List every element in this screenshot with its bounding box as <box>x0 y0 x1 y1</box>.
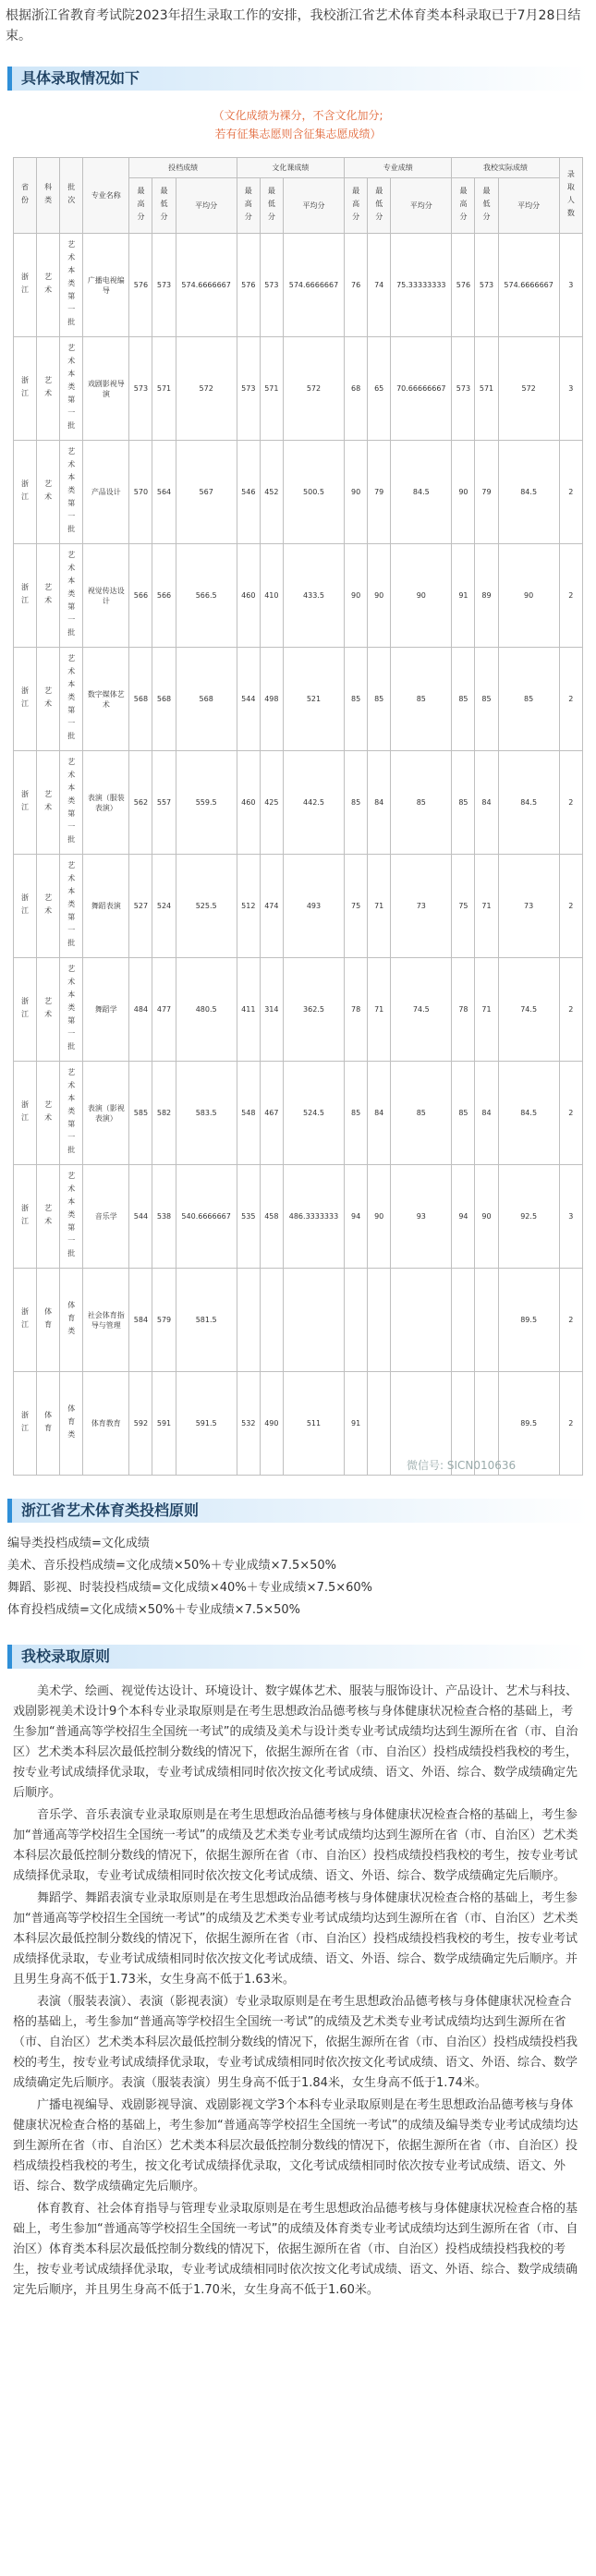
cell-score: 84.5 <box>391 441 452 544</box>
cell-category: 艺术 <box>37 648 60 751</box>
cell-batch: 艺术本类第一批 <box>60 1062 83 1165</box>
cell-batch: 体育类 <box>60 1269 83 1372</box>
table-row <box>14 441 583 544</box>
cell-score: 573 <box>475 234 498 337</box>
cell-score: 84.5 <box>498 1062 559 1165</box>
sub-min: 最低分 <box>260 178 283 234</box>
table-row <box>14 544 583 648</box>
cell-province: 浙江 <box>14 544 37 648</box>
cell-score: 71 <box>475 958 498 1062</box>
cell-score <box>260 1269 283 1372</box>
cell-batch: 艺术本类第一批 <box>60 751 83 855</box>
cell-province: 浙江 <box>14 1062 37 1165</box>
sub-avg: 平均分 <box>391 178 452 234</box>
cell-score <box>391 1269 452 1372</box>
cell-score: 85 <box>452 1062 475 1165</box>
cell-category: 艺术 <box>37 1165 60 1269</box>
cell-score: 79 <box>475 441 498 544</box>
cell-score: 85 <box>368 648 391 751</box>
cell-major: 舞蹈表演 <box>83 855 129 958</box>
cell-score <box>475 1269 498 1372</box>
cell-province: 浙江 <box>14 1269 37 1372</box>
cell-score: 89.5 <box>498 1269 559 1372</box>
cell-score: 576 <box>129 234 152 337</box>
section-title-filing-principles: 浙江省艺术体育类投档原则 <box>7 1499 589 1523</box>
cell-score: 85 <box>475 648 498 751</box>
sub-min: 最低分 <box>368 178 391 234</box>
cell-score: 89 <box>475 544 498 648</box>
cell-score: 93 <box>391 1165 452 1269</box>
cell-category: 体育 <box>37 1269 60 1372</box>
cell-major: 戏剧影视导演 <box>83 337 129 441</box>
cell-score: 71 <box>475 855 498 958</box>
cell-score: 591 <box>152 1372 176 1476</box>
table-row <box>14 234 583 337</box>
principle-paragraph: 舞蹈学、舞蹈表演专业录取原则是在考生思想政治品德考核与身体健康状况检查合格的基础上，考生参加“普通高等学校招生全国统一考试”的成绩及艺术类专业考试成绩均达到生源所在省（市、自治区）艺术类本科层次最低控制分数线的情况下，依据生源所在省（市、自治区）投档成绩投档我校的考生，按专业考试成绩择优录取，专业考试成绩相同时依次按文化考试成绩、语文、外语、综合、数学成绩确定先后顺序。并且男生身高不低于1.73米，女生身高不低于1.63米。 <box>13 1891 578 1987</box>
sub-max: 最高分 <box>452 178 475 234</box>
cell-score: 85 <box>391 1062 452 1165</box>
cell-batch: 艺术本类第一批 <box>60 648 83 751</box>
admission-principles <box>13 1682 583 2303</box>
cell-score: 572 <box>498 337 559 441</box>
formula-item: 体育投档成绩=文化成绩×50%＋专业成绩×7.5×50% <box>7 1603 301 1617</box>
cell-score: 546 <box>237 441 260 544</box>
cell-admit-count: 2 <box>559 648 582 751</box>
cell-score: 512 <box>237 855 260 958</box>
table-row <box>14 1269 583 1372</box>
cell-score: 571 <box>152 337 176 441</box>
cell-score: 573 <box>152 234 176 337</box>
cell-score: 544 <box>237 648 260 751</box>
cell-province: 浙江 <box>14 751 37 855</box>
formula-item: 编导类投档成绩=文化成绩 <box>7 1537 150 1550</box>
cell-score: 84 <box>475 1062 498 1165</box>
cell-batch: 艺术本类第一批 <box>60 958 83 1062</box>
cell-score: 592 <box>129 1372 152 1476</box>
admission-table <box>13 157 583 1476</box>
cell-score <box>368 1269 391 1372</box>
cell-admit-count: 2 <box>559 958 582 1062</box>
cell-admit-count: 2 <box>559 1372 582 1476</box>
cell-major: 舞蹈学 <box>83 958 129 1062</box>
principle-paragraph: 美术学、绘画、视觉传达设计、环境设计、数字媒体艺术、服装与服饰设计、产品设计、艺术与科技、戏剧影视美术设计9个本科专业录取原则是在考生思想政治品德考核与身体健康状况检查合格的基础上，考生参加“普通高等学校招生全国统一考试”的成绩及美术与设计类专业考试成绩均达到生源所在省（市、自治区）艺术类本科层次最低控制分数线的情况下，依据生源所在省（市、自治区）投档成绩投档我校的考生，按专业考试成绩择优录取，专业考试成绩相同时依次按文化考试成绩、语文、外语、综合、数学成绩确定先后顺序。 <box>13 1684 578 1800</box>
col-category: 科类 <box>37 158 60 234</box>
cell-score: 574.6666667 <box>498 234 559 337</box>
cell-category: 艺术 <box>37 337 60 441</box>
cell-category: 体育 <box>37 1372 60 1476</box>
cell-score: 425 <box>260 751 283 855</box>
cell-score: 477 <box>152 958 176 1062</box>
cell-score: 511 <box>283 1372 344 1476</box>
cell-major: 社会体育指导与管理 <box>83 1269 129 1372</box>
cell-score: 78 <box>452 958 475 1062</box>
cell-score: 490 <box>260 1372 283 1476</box>
cell-major: 产品设计 <box>83 441 129 544</box>
cell-score: 90 <box>345 544 368 648</box>
sub-avg: 平均分 <box>498 178 559 234</box>
table-row <box>14 337 583 441</box>
cell-score: 540.6666667 <box>176 1165 237 1269</box>
col-province: 省份 <box>14 158 37 234</box>
col-batch: 批次 <box>60 158 83 234</box>
col-admit-count: 录取人数 <box>559 158 582 234</box>
cell-score: 74 <box>368 234 391 337</box>
cell-admit-count: 2 <box>559 1269 582 1372</box>
cell-score: 524.5 <box>283 1062 344 1165</box>
cell-score: 548 <box>237 1062 260 1165</box>
cell-score: 85 <box>345 1062 368 1165</box>
cell-score: 94 <box>345 1165 368 1269</box>
cell-score: 71 <box>368 855 391 958</box>
cell-score: 73 <box>498 855 559 958</box>
cell-score: 90 <box>368 544 391 648</box>
cell-score: 574.6666667 <box>176 234 237 337</box>
cell-major: 音乐学 <box>83 1165 129 1269</box>
cell-score: 410 <box>260 544 283 648</box>
cell-major: 广播电视编导 <box>83 234 129 337</box>
cell-score: 73 <box>391 855 452 958</box>
cell-score: 89.5 <box>498 1372 559 1476</box>
cell-score: 535 <box>237 1165 260 1269</box>
admission-table-wrapper <box>13 157 583 1476</box>
cell-score <box>368 1372 391 1476</box>
cell-score: 78 <box>345 958 368 1062</box>
formula-list <box>7 1534 589 1622</box>
cell-batch: 艺术本类第一批 <box>60 234 83 337</box>
table-row <box>14 1062 583 1165</box>
cell-major: 数字媒体艺术 <box>83 648 129 751</box>
cell-score <box>345 1269 368 1372</box>
cell-score: 544 <box>129 1165 152 1269</box>
cell-score: 486.3333333 <box>283 1165 344 1269</box>
cell-batch: 艺术本类第一批 <box>60 441 83 544</box>
cell-score: 90 <box>345 441 368 544</box>
sub-avg: 平均分 <box>283 178 344 234</box>
cell-score: 85 <box>452 648 475 751</box>
cell-score: 500.5 <box>283 441 344 544</box>
cell-batch: 艺术本类第一批 <box>60 337 83 441</box>
cell-category: 艺术 <box>37 958 60 1062</box>
cell-score: 91 <box>345 1372 368 1476</box>
cell-score: 568 <box>152 648 176 751</box>
cell-score <box>452 1269 475 1372</box>
cell-score: 538 <box>152 1165 176 1269</box>
cell-score: 92.5 <box>498 1165 559 1269</box>
cell-admit-count: 2 <box>559 855 582 958</box>
cell-score: 85 <box>391 751 452 855</box>
cell-score: 91 <box>452 544 475 648</box>
cell-score: 75.33333333 <box>391 234 452 337</box>
cell-score: 362.5 <box>283 958 344 1062</box>
cell-province: 浙江 <box>14 441 37 544</box>
cell-score: 559.5 <box>176 751 237 855</box>
col-group-culture: 文化课成绩 <box>237 158 344 178</box>
cell-score: 71 <box>368 958 391 1062</box>
cell-score: 68 <box>345 337 368 441</box>
cell-score: 76 <box>345 234 368 337</box>
cell-score: 452 <box>260 441 283 544</box>
cell-admit-count: 2 <box>559 544 582 648</box>
intro-text: 根据浙江省教育考试院2023年招生录取工作的安排，我校浙江省艺术体育类本科录取已于7月28日结束。 <box>6 8 581 43</box>
cell-province: 浙江 <box>14 234 37 337</box>
section-title-admission-principles: 我校录取原则 <box>7 1645 589 1669</box>
cell-score: 579 <box>152 1269 176 1372</box>
cell-score: 85 <box>345 648 368 751</box>
formula-item: 舞蹈、影视、时装投档成绩=文化成绩×40%＋专业成绩×7.5×60% <box>7 1581 373 1595</box>
cell-admit-count: 2 <box>559 441 582 544</box>
note-line-2: 若有征集志愿则含征集志愿成绩） <box>214 128 382 140</box>
cell-major: 表演（影视表演） <box>83 1062 129 1165</box>
cell-score: 557 <box>152 751 176 855</box>
cell-province: 浙江 <box>14 855 37 958</box>
sub-max: 最高分 <box>237 178 260 234</box>
cell-score: 498 <box>260 648 283 751</box>
cell-province: 浙江 <box>14 1165 37 1269</box>
cell-score: 480.5 <box>176 958 237 1062</box>
cell-score: 493 <box>283 855 344 958</box>
sub-min: 最低分 <box>475 178 498 234</box>
note-line-1: （文化成绩为裸分，不含文化加分; <box>213 109 383 122</box>
cell-score: 562 <box>129 751 152 855</box>
cell-score: 90 <box>498 544 559 648</box>
cell-score: 74.5 <box>498 958 559 1062</box>
cell-score: 571 <box>260 337 283 441</box>
cell-score: 84 <box>475 751 498 855</box>
cell-score: 521 <box>283 648 344 751</box>
cell-score: 85 <box>498 648 559 751</box>
cell-score: 460 <box>237 751 260 855</box>
principle-paragraph: 表演（服装表演）、表演（影视表演）专业录取原则是在考生思想政治品德考核与身体健康状况检查合格的基础上，考生参加“普通高等学校招生全国统一考试”的成绩及艺术类专业考试成绩均达到生源所在省（市、自治区）艺术类本科层次最低控制分数线的情况下，依据生源所在省（市、自治区）投档成绩投档我校的考生，按专业考试成绩择优录取，专业考试成绩相同时依次按文化考试成绩、语文、外语、综合、数学成绩确定先后顺序。表演（服装表演）男生身高不低于1.84米，女生身高不低于1.74米。 <box>13 1995 578 2090</box>
cell-major: 表演（服装表演） <box>83 751 129 855</box>
cell-admit-count: 3 <box>559 234 582 337</box>
cell-score: 460 <box>237 544 260 648</box>
formula-item: 美术、音乐投档成绩=文化成绩×50%＋专业成绩×7.5×50% <box>7 1559 337 1573</box>
cell-score: 90 <box>475 1165 498 1269</box>
section-title-details: 具体录取情况如下 <box>7 67 589 91</box>
cell-score: 525.5 <box>176 855 237 958</box>
principle-paragraph: 体育教育、社会体育指导与管理专业录取原则是在考生思想政治品德考核与身体健康状况检查合格的基础上，考生参加“普通高等学校招生全国统一考试”的成绩及体育类专业考试成绩均达到生源所在省（市、自治区）体育类本科层次最低控制分数线的情况下，依据生源所在省（市、自治区）投档成绩投档我校的考生，按专业考试成绩择优录取，专业考试成绩相同时依次按文化考试成绩、语文、外语、综合、数学成绩确定先后顺序，并且男生身高不低于1.70米，女生身高不低于1.60米。 <box>13 2202 578 2297</box>
cell-category: 艺术 <box>37 855 60 958</box>
cell-score: 75 <box>452 855 475 958</box>
cell-score: 573 <box>129 337 152 441</box>
sub-max: 最高分 <box>129 178 152 234</box>
cell-score: 576 <box>452 234 475 337</box>
cell-score: 75 <box>345 855 368 958</box>
cell-score: 585 <box>129 1062 152 1165</box>
cell-score: 65 <box>368 337 391 441</box>
cell-province: 浙江 <box>14 337 37 441</box>
table-row <box>14 1165 583 1269</box>
principle-paragraph: 广播电视编导、戏剧影视导演、戏剧影视文学3个本科专业录取原则是在考生思想政治品德考核与身体健康状况检查合格的基础上，考生参加“普通高等学校招生全国统一考试”的成绩及编导类专业考试成绩均达到生源所在省（市、自治区）艺术类本科层次最低控制分数线的情况下，依据生源所在省（市、自治区）投档成绩投档我校的考生，按文化考试成绩择优录取，文化考试成绩相同时依次按专业考试成绩、语文、外语、综合、数学成绩确定先后顺序。 <box>13 2098 578 2193</box>
cell-score: 484 <box>129 958 152 1062</box>
cell-score: 442.5 <box>283 751 344 855</box>
cell-score: 90 <box>391 544 452 648</box>
cell-admit-count: 3 <box>559 337 582 441</box>
cell-score: 564 <box>152 441 176 544</box>
cell-score: 433.5 <box>283 544 344 648</box>
sub-min: 最低分 <box>152 178 176 234</box>
cell-category: 艺术 <box>37 544 60 648</box>
cell-score: 79 <box>368 441 391 544</box>
cell-score: 568 <box>129 648 152 751</box>
cell-score: 573 <box>452 337 475 441</box>
cell-score: 573 <box>237 337 260 441</box>
cell-category: 艺术 <box>37 234 60 337</box>
cell-score: 572 <box>176 337 237 441</box>
cell-batch: 体育类 <box>60 1372 83 1476</box>
cell-score: 524 <box>152 855 176 958</box>
col-major: 专业名称 <box>83 158 129 234</box>
cell-batch: 艺术本类第一批 <box>60 1165 83 1269</box>
col-group-filing: 投档成绩 <box>129 158 237 178</box>
cell-province: 浙江 <box>14 648 37 751</box>
cell-province: 浙江 <box>14 1372 37 1476</box>
cell-batch: 艺术本类第一批 <box>60 855 83 958</box>
cell-score: 94 <box>452 1165 475 1269</box>
cell-category: 艺术 <box>37 1062 60 1165</box>
table-row <box>14 751 583 855</box>
cell-score <box>237 1269 260 1372</box>
cell-score: 581.5 <box>176 1269 237 1372</box>
cell-score: 84.5 <box>498 751 559 855</box>
table-row <box>14 855 583 958</box>
cell-score: 574.6666667 <box>283 234 344 337</box>
col-group-actual: 我校实际成绩 <box>452 158 559 178</box>
cell-score: 85 <box>391 648 452 751</box>
cell-score: 532 <box>237 1372 260 1476</box>
cell-admit-count: 2 <box>559 1062 582 1165</box>
cell-score: 566 <box>129 544 152 648</box>
cell-score: 90 <box>368 1165 391 1269</box>
cell-score: 85 <box>452 751 475 855</box>
cell-score: 573 <box>260 234 283 337</box>
cell-score: 70.66666667 <box>391 337 452 441</box>
cell-score: 467 <box>260 1062 283 1165</box>
table-row <box>14 648 583 751</box>
cell-score: 474 <box>260 855 283 958</box>
table-row <box>14 958 583 1062</box>
sub-max: 最高分 <box>345 178 368 234</box>
cell-score: 314 <box>260 958 283 1062</box>
cell-score: 584 <box>129 1269 152 1372</box>
table-body <box>14 234 583 1476</box>
cell-admit-count: 3 <box>559 1165 582 1269</box>
cell-score: 84.5 <box>498 441 559 544</box>
cell-score <box>283 1269 344 1372</box>
cell-score: 582 <box>152 1062 176 1165</box>
cell-score: 566.5 <box>176 544 237 648</box>
cell-major: 体育教育 <box>83 1372 129 1476</box>
cell-score: 85 <box>345 751 368 855</box>
principle-paragraph: 音乐学、音乐表演专业录取原则是在考生思想政治品德考核与身体健康状况检查合格的基础上，考生参加“普通高等学校招生全国统一考试”的成绩及艺术类专业考试成绩均达到生源所在省（市、自治区）艺术类本科层次最低控制分数线的情况下，依据生源所在省（市、自治区）投档成绩投档我校的考生，按专业考试成绩择优录取，专业考试成绩相同时依次按文化考试成绩、语文、外语、综合、数学成绩确定先后顺序。 <box>13 1808 578 1883</box>
cell-score: 411 <box>237 958 260 1062</box>
cell-score: 527 <box>129 855 152 958</box>
cell-batch: 艺术本类第一批 <box>60 544 83 648</box>
cell-province: 浙江 <box>14 958 37 1062</box>
cell-score: 568 <box>176 648 237 751</box>
cell-score: 571 <box>475 337 498 441</box>
cell-category: 艺术 <box>37 751 60 855</box>
cell-score: 74.5 <box>391 958 452 1062</box>
cell-admit-count: 2 <box>559 751 582 855</box>
cell-major: 视觉传达设计 <box>83 544 129 648</box>
wechat-watermark: 微信号: SICN010636 <box>407 1459 517 1472</box>
col-group-specialty: 专业成绩 <box>345 158 452 178</box>
cell-score: 566 <box>152 544 176 648</box>
cell-score: 84 <box>368 751 391 855</box>
cell-score: 84 <box>368 1062 391 1165</box>
cell-score: 570 <box>129 441 152 544</box>
cell-score: 591.5 <box>176 1372 237 1476</box>
cell-score: 572 <box>283 337 344 441</box>
cell-score: 90 <box>452 441 475 544</box>
cell-score: 583.5 <box>176 1062 237 1165</box>
sub-avg: 平均分 <box>176 178 237 234</box>
cell-score: 567 <box>176 441 237 544</box>
cell-score: 576 <box>237 234 260 337</box>
cell-category: 艺术 <box>37 441 60 544</box>
cell-score: 458 <box>260 1165 283 1269</box>
